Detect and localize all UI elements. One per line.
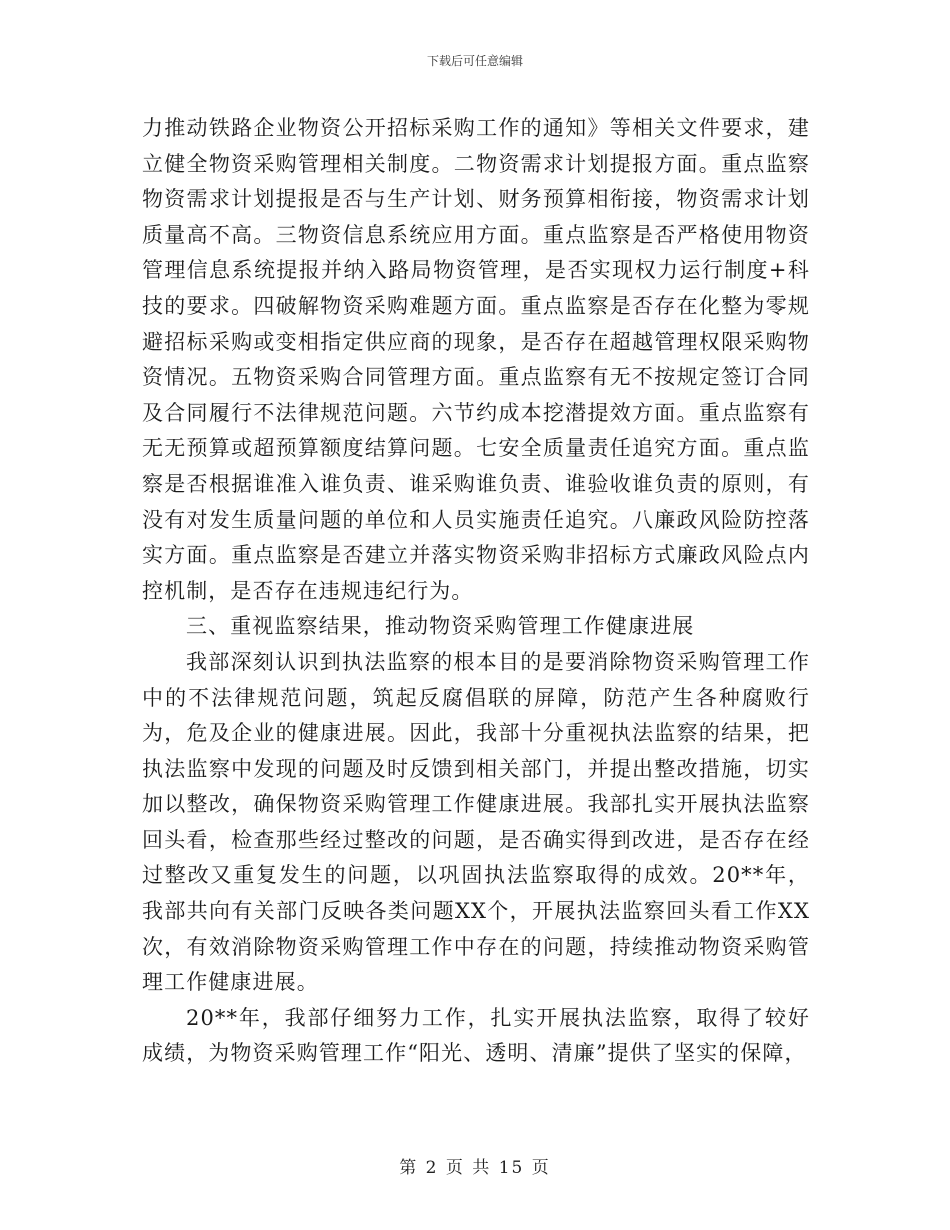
paragraph-summary: 20**年，我部仔细努力工作，扎实开展执法监察，取得了较好成绩，为物资采购管理工作“阳光、透明、清廉”提供了坚实的保障， <box>142 1005 810 1066</box>
document-body <box>142 111 810 1072</box>
section-heading: 三、重视监察结果，推动物资采购管理工作健康进展 <box>186 614 695 639</box>
paragraph-supervision-results: 我部深刻认识到执法监察的根本目的是要消除物资采购管理工作中的不法律规范问题，筑起反腐倡联的屏障，防范产生各种腐败行为，危及企业的健康进展。因此，我部十分重视执法监察的结果，把执法监察中发现的问题及时反馈到相关部门，并提出整改措施，切实加以整改，确保物资采购管理工作健康进展。我部扎实开展执法监察回头看，检查那些经过整改的问题，是否确实得到改进，是否存在经过整改又重复发生的问题，以巩固执法监察取得的成效。20**年，我部共向有关部门反映各类问题XX个，开展执法监察回头看工作XX次，有效消除物资采购管理工作中存在的问题，持续推动物资采购管理工作健康进展。 <box>142 649 810 995</box>
page-number-footer: 第 2 页 共 15 页 <box>399 1158 551 1178</box>
paragraph-continued: 力推动铁路企业物资公开招标采购工作的通知》等相关文件要求，建立健全物资采购管理相关制度。二物资需求计划提报方面。重点监察物资需求计划提报是否与生产计划、财务预算相衔接，物资需求计划质量高不高。三物资信息系统应用方面。重点监察是否严格使用物资管理信息系统提报并纳入路局物资管理，是否实现权力运行制度+科技的要求。四破解物资采购难题方面。重点监察是否存在化整为零规避招标采购或变相指定供应商的现象，是否存在超越管理权限采购物资情况。五物资采购合同管理方面。重点监察有无不按规定签订合同及合同履行不法律规范问题。六节约成本挖潜提效方面。重点监察有无无预算或超预算额度结算问题。七安全质量责任追究方面。重点监察是否根据谁准入谁负责、谁采购谁负责、谁验收谁负责的原则，有没有对发生质量问题的单位和人员实施责任追究。八廉政风险防控落实方面。重点监察是否建立并落实物资采购非招标方式廉政风险点内控机制，是否存在违规违纪行为。 <box>142 116 810 603</box>
page-header: 下载后可任意编辑 <box>426 54 523 68</box>
